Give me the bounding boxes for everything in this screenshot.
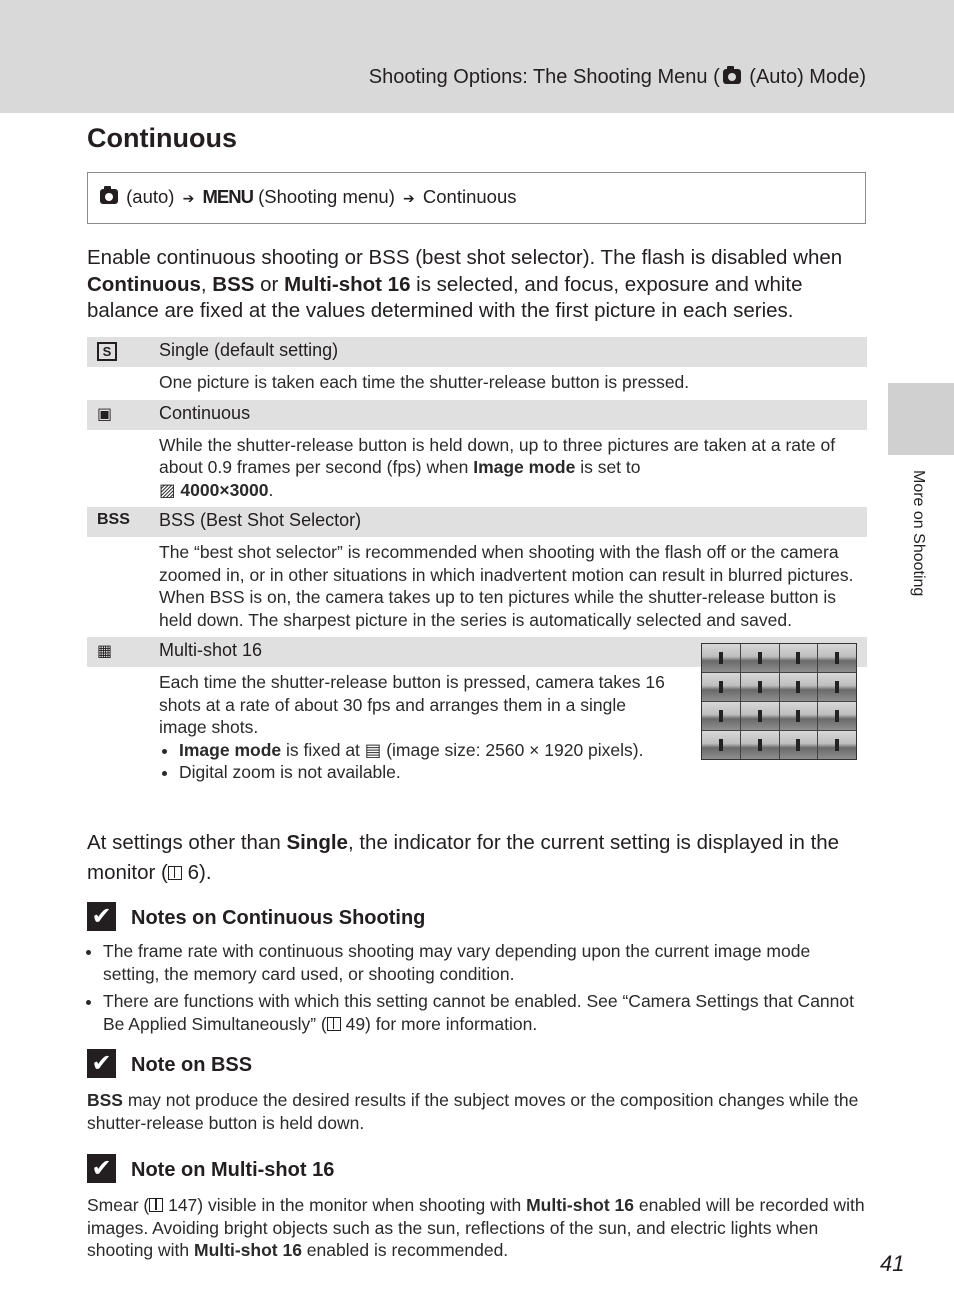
option-single — [87, 337, 867, 400]
arrow-right-icon: ➔ — [182, 190, 195, 206]
check-icon: ✔ — [87, 1154, 116, 1183]
book-icon — [327, 1017, 341, 1031]
menu-icon: MENU — [202, 186, 253, 207]
options-table — [87, 337, 867, 790]
list-item: • The frame rate with continuous shooting may vary depending upon the current image mode setting, the memory card used, or shooting condition. — [103, 940, 867, 985]
header-band — [0, 0, 954, 113]
option-description: The “best shot selector” is recommended when shooting with the flash off or the camera zoomed in, or in other situations in which inadvertent motion can result in blurred pictures. When BSS is on, the camera takes up to ten pictures while the shutter-release button is held down. The sharpest picture in the series is automatically selected and saved. — [159, 542, 854, 630]
camera-icon — [723, 69, 741, 84]
option-description: Each time the shutter-release button is pressed, camera takes 16 shots at a rate of about 30 fps and arranges them in a single image shots. • Image mode is fixed at ▤ (image size: 2560 × 1920 pixels). • Digital zoom is not available. — [87, 667, 867, 790]
indicator-paragraph: At settings other than Single, the indicator for the current setting is displayed in the monitor ( 6). — [87, 831, 840, 884]
note-text: Smear ( 147) visible in the monitor when shooting with Multi-shot 16 enabled will be recorded with images. Avoiding bright objects such as the sun, reflections of the sun, and electric lights when shooting with Multi-shot 16 enabled is recommended. — [87, 1195, 865, 1260]
camera-icon — [100, 189, 118, 204]
note-continuous — [87, 902, 867, 1040]
multishot-sample-image — [701, 643, 857, 760]
check-icon: ✔ — [87, 1049, 116, 1078]
continuous-mode-icon: ▣ — [97, 405, 113, 423]
image-size-icon: ▨ — [159, 479, 176, 500]
arrow-right-icon: ➔ — [403, 190, 415, 206]
header-text: Shooting Options: The Shooting Menu ( — [368, 66, 720, 88]
option-title: Multi-shot 16 — [159, 640, 263, 660]
header-text-end: (Auto) Mode) — [743, 66, 866, 88]
note-text: BSS may not produce the desired results if the subject moves or the composition changes while the shutter-release button is held down. — [87, 1090, 859, 1133]
option-description: One picture is taken each time the shutter-release button is pressed. — [159, 372, 690, 392]
menu-path-step: (auto) — [126, 186, 175, 207]
note-title: Notes on Continuous Shooting — [131, 907, 426, 929]
image-size-icon: ▤ — [364, 739, 382, 760]
check-icon: ✔ — [87, 902, 116, 931]
note-title: Note on Multi-shot 16 — [131, 1159, 335, 1181]
running-header — [369, 66, 866, 89]
page-number: 41 — [880, 1251, 905, 1276]
option-title: BSS (Best Shot Selector) — [159, 510, 362, 530]
menu-path-step: (Shooting menu) — [258, 186, 395, 207]
list-item: • Digital zoom is not available. — [179, 761, 667, 784]
list-item: • Image mode is fixed at ▤ (image size: 2560 × 1920 pixels). — [179, 739, 667, 762]
note-title: Note on BSS — [131, 1054, 253, 1076]
chapter-tab-label: More on Shooting — [910, 470, 927, 597]
menu-path — [87, 172, 866, 224]
page-title: Continuous — [87, 123, 237, 153]
option-title: Continuous — [159, 402, 251, 423]
bss-mode-icon: BSS — [97, 511, 130, 528]
note-multishot — [87, 1154, 867, 1262]
book-icon — [149, 1198, 163, 1212]
option-title: Single (default setting) — [159, 340, 339, 360]
option-description: While the shutter-release button is held down, up to three pictures are taken at a rate of about 0.9 frames per second (fps) when Image mode is set to ▨ 4000×3000. — [159, 434, 836, 500]
option-multishot — [87, 637, 867, 790]
list-item: • There are functions with which this setting cannot be enabled. See “Camera Settings that Cannot Be Applied Simultaneously” ( 49) for more information. — [103, 990, 867, 1035]
option-bss — [87, 507, 867, 637]
book-icon — [168, 866, 182, 880]
note-bss — [87, 1049, 867, 1134]
multishot-mode-icon: ▦ — [97, 643, 113, 660]
single-mode-icon: S — [97, 342, 117, 361]
menu-path-step: Continuous — [422, 186, 517, 207]
chapter-tab — [888, 383, 954, 455]
option-continuous — [87, 400, 867, 508]
intro-paragraph: Enable continuous shooting or BSS (best shot selector). The flash is disabled when Continuous, BSS or Multi-shot 16 is selected, and focus, exposure and white balance are fixed at the values determined with the first picture in each series. — [87, 246, 843, 322]
